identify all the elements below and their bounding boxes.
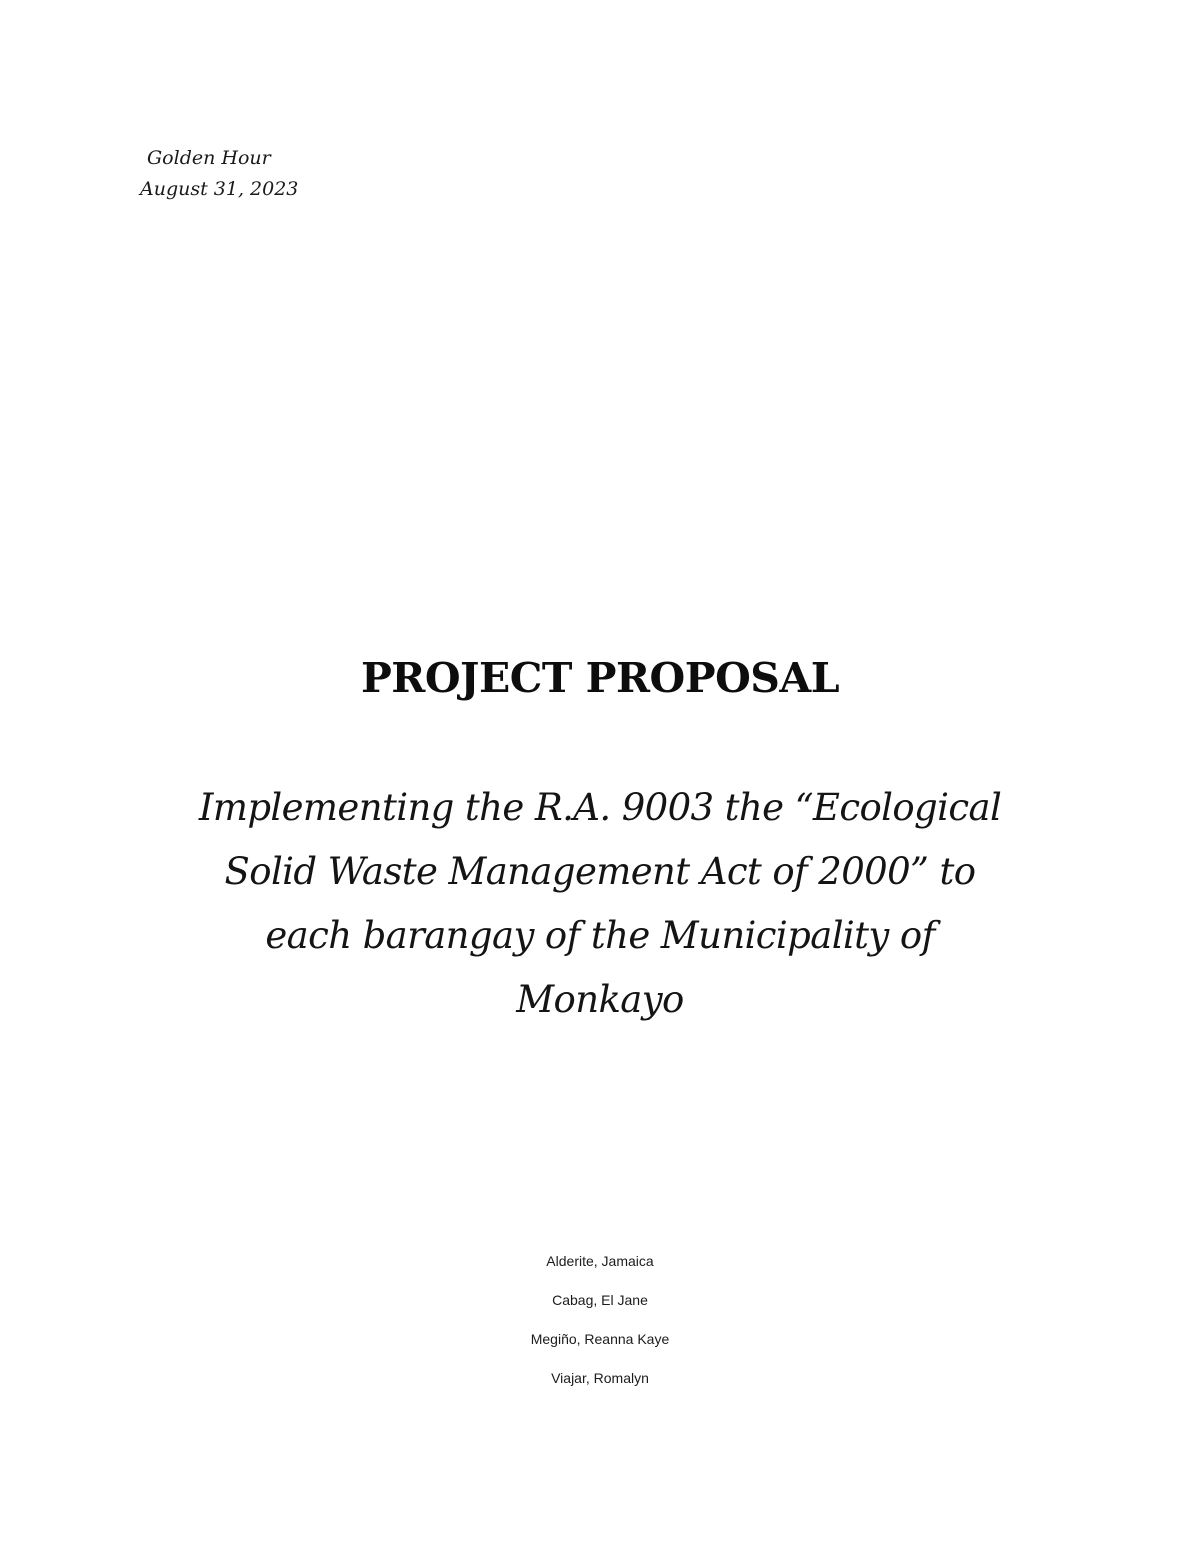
author-name: Cabag, El Jane [552,1292,648,1308]
document-title: PROJECT PROPOSAL [360,654,840,702]
author-name: Viajar, Romalyn [551,1370,649,1386]
document-subtitle [0,776,1200,1032]
author-name: Alderite, Jamaica [546,1253,654,1269]
author-name: Megiño, Reanna Kaye [530,1331,670,1347]
subtitle-line-2: Solid Waste Management Act of 2000” to [224,850,976,893]
subtitle-line-3: each barangay of the Municipality of [265,914,935,957]
submission-date: August 31, 2023 [140,178,299,200]
subtitle-line-1: Implementing the R.A. 9003 the “Ecological [198,786,1002,829]
group-name: Golden Hour [147,147,271,169]
subtitle-line-4: Monkayo [516,978,684,1021]
cover-header [140,143,540,205]
author-list [0,1242,1200,1398]
